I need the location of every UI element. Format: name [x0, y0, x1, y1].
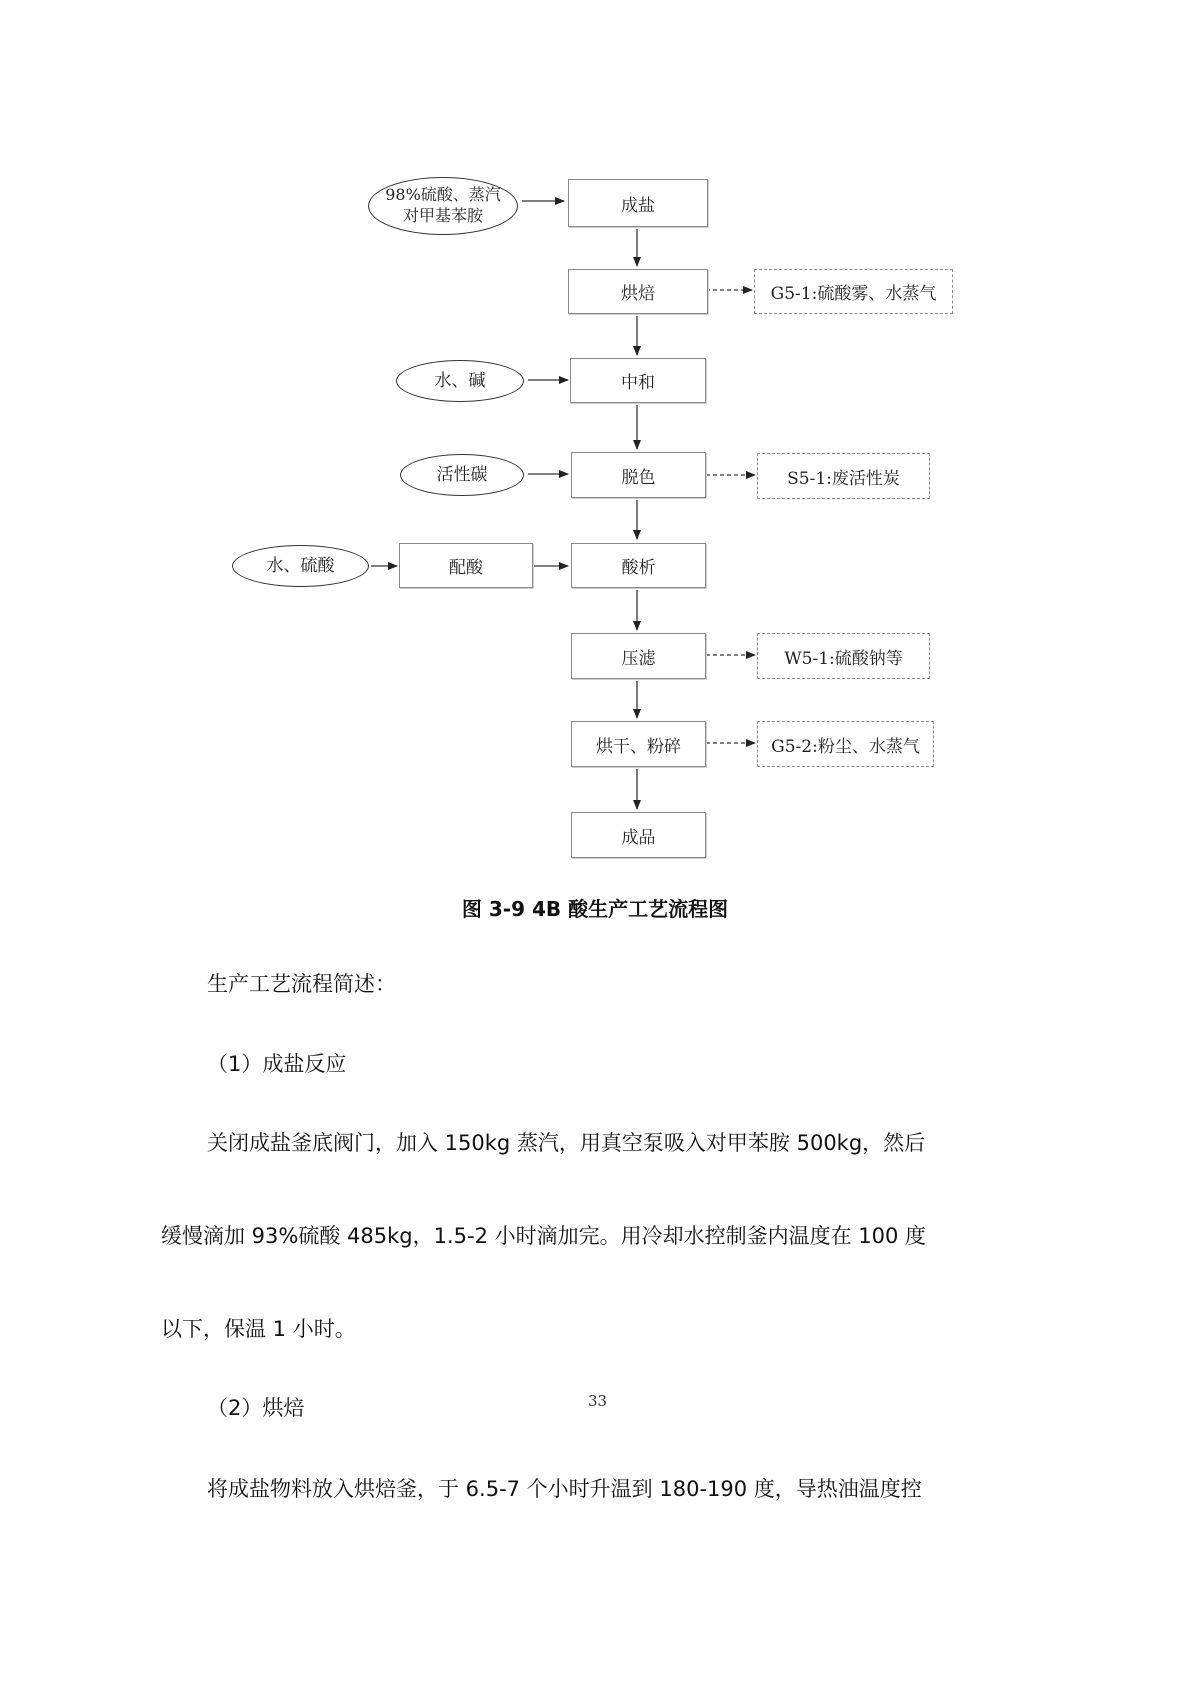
process-step-acid-precipitation: 酸析	[571, 543, 706, 588]
raw-material-line-2: 对甲基苯胺	[402, 206, 483, 225]
emission-g5-1: G5-1:硫酸雾、水蒸气	[754, 269, 953, 314]
process-step-drying-crushing: 烘干、粉碎	[571, 721, 706, 767]
process-step-finished-product: 成品	[571, 812, 706, 858]
neutralize-input: 水、碱	[396, 360, 524, 402]
figure-caption: 图 3-9 4B 酸生产工艺流程图	[461, 897, 729, 921]
emission-s5-1: S5-1:废活性炭	[757, 453, 930, 499]
decolor-input: 活性碳	[400, 454, 524, 496]
raw-material-input	[368, 177, 518, 235]
process-step-press-filtration: 压滤	[571, 633, 706, 679]
paragraph-2-line-1: 将成盐物料放入烘焙釜，于 6.5-7 个小时升温到 180-190 度，导热油温度控	[207, 1477, 922, 1501]
emission-w5-1: W5-1:硫酸钠等	[757, 633, 930, 679]
process-step-salt-forming: 成盐	[568, 179, 708, 227]
process-step-decolorization: 脱色	[571, 452, 706, 498]
section-1-heading: （1）成盐反应	[207, 1052, 347, 1076]
raw-material-line-1: 98%硫酸、蒸汽	[385, 185, 501, 205]
paragraph-1-line-1: 关闭成盐釜底阀门，加入 150kg 蒸汽，用真空泵吸入对甲苯胺 500kg，然后	[207, 1131, 926, 1155]
paragraph-1-line-2: 缓慢滴加 93%硫酸 485kg，1.5-2 小时滴加完。用冷却水控制釜内温度在 100 度	[161, 1224, 927, 1248]
page-number: 33	[588, 1392, 608, 1410]
process-step-neutralization: 中和	[570, 358, 706, 403]
acid-input: 水、硫酸	[232, 545, 369, 587]
emission-g5-2: G5-2:粉尘、水蒸气	[757, 721, 934, 767]
section-2-heading: （2）烘焙	[207, 1396, 305, 1420]
process-step-baking: 烘焙	[568, 269, 708, 314]
intro-heading: 生产工艺流程简述：	[207, 972, 396, 996]
paragraph-1-line-3: 以下，保温 1 小时。	[161, 1317, 356, 1341]
acid-mixing-step: 配酸	[399, 543, 533, 588]
